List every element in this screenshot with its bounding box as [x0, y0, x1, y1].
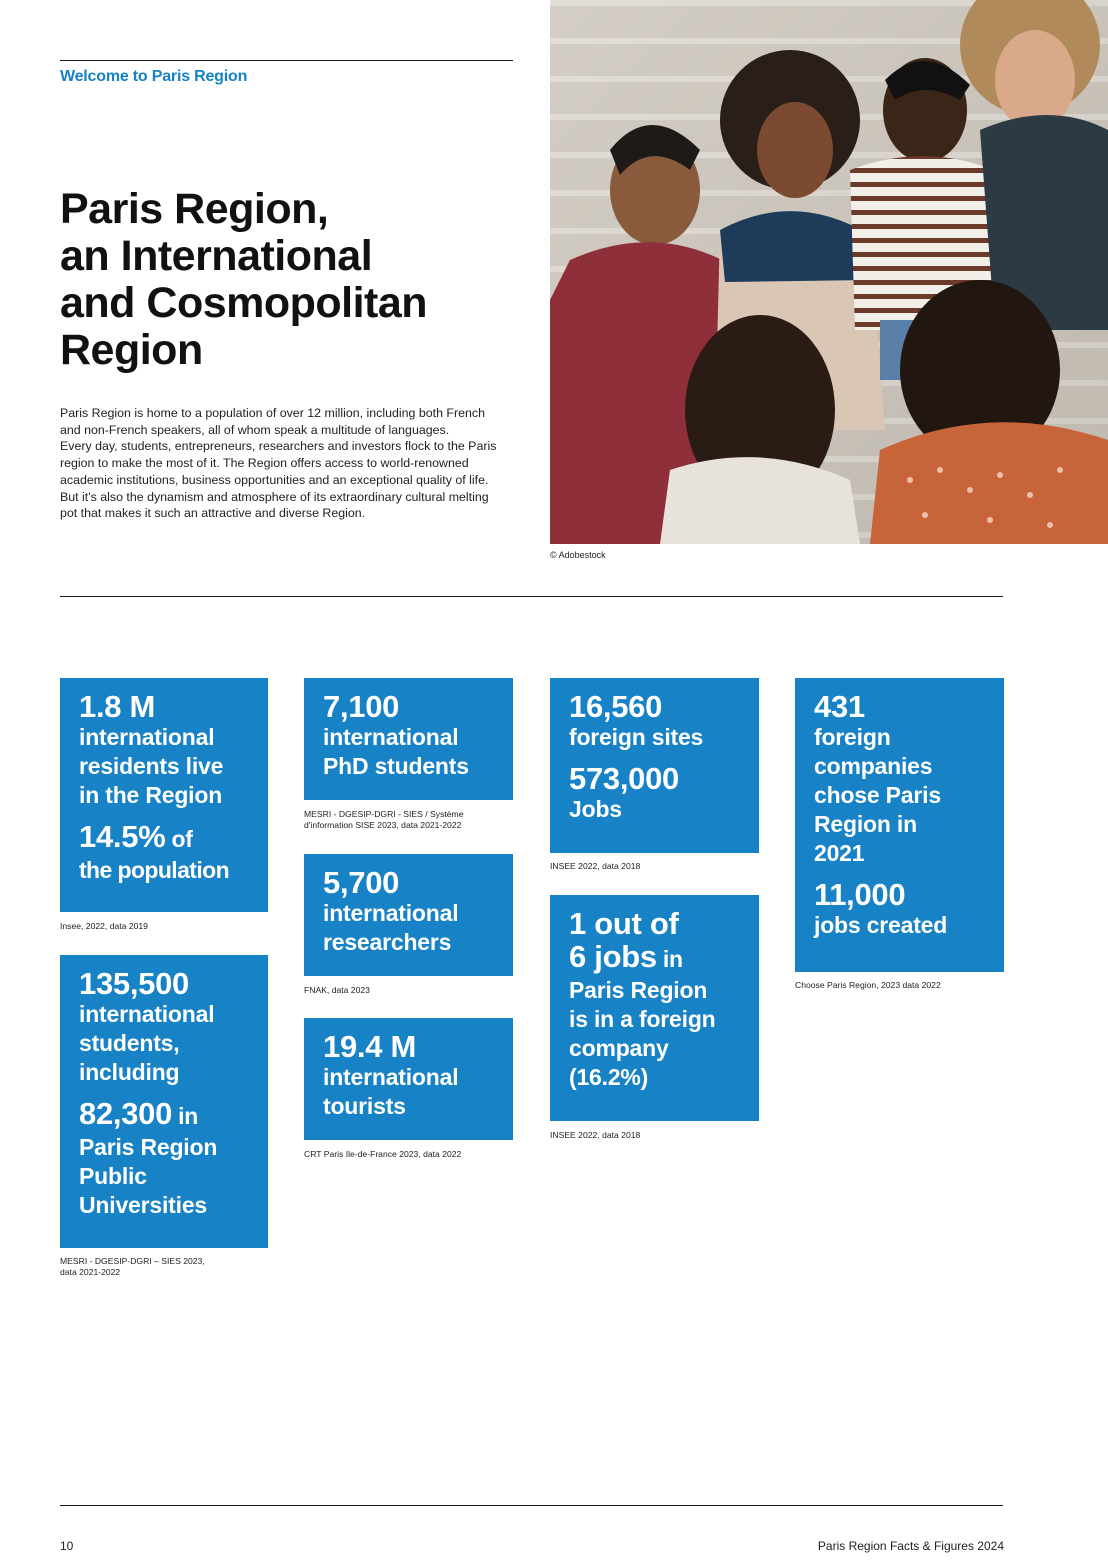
- stat-value: 5,700: [323, 865, 400, 900]
- stat-line: the population: [79, 857, 230, 883]
- stat-line: international: [323, 1064, 459, 1090]
- stat-card-foreign-sites: [550, 678, 759, 853]
- stat-line: Jobs: [569, 796, 622, 822]
- stat-line: chose Paris: [814, 782, 941, 808]
- stat-line: PhD students: [323, 753, 469, 779]
- stat-line: international: [323, 900, 459, 926]
- stat-line: 2021: [814, 840, 865, 866]
- title-line: Paris Region,: [60, 185, 329, 233]
- stat-line: company: [569, 1035, 669, 1061]
- title-line: Region: [60, 326, 203, 374]
- stat-line: foreign: [814, 724, 891, 750]
- source-note: INSEE 2022, data 2018: [550, 1130, 641, 1140]
- stat-line: Paris Region: [79, 1134, 218, 1160]
- source-note: CRT Paris Ile-de-France 2023, data 2022: [304, 1149, 462, 1159]
- stat-line: residents live: [79, 753, 224, 779]
- stat-line: students,: [79, 1030, 180, 1056]
- stat-line: international: [79, 1001, 215, 1027]
- stat-value-2: 14.5%: [79, 819, 166, 854]
- stat-card-tourists: [304, 1018, 513, 1140]
- page-title: [60, 186, 520, 374]
- stat-value: 19.4 M: [323, 1029, 416, 1064]
- source-note: FNAK, data 2023: [304, 985, 370, 995]
- intro-paragraph: Paris Region is home to a population of over 12 million, including both French and non-French speakers, all of whom speak a multitude of languages.: [60, 406, 485, 437]
- photo-credit: © Adobestock: [550, 550, 606, 560]
- source-note: INSEE 2022, data 2018: [550, 861, 641, 871]
- stat-value: 7,100: [323, 689, 400, 724]
- title-line: an International: [60, 232, 373, 280]
- source-note: Choose Paris Region, 2023 data 2022: [795, 980, 941, 990]
- stat-card-researchers: [304, 854, 513, 976]
- stat-line: Region in: [814, 811, 917, 837]
- stat-line: researchers: [323, 929, 452, 955]
- header-rule: [60, 60, 513, 61]
- stat-value: 1 out of: [569, 906, 679, 941]
- stat-line: is in a foreign: [569, 1006, 716, 1032]
- stat-line: international: [323, 724, 459, 750]
- stat-line: Universities: [79, 1192, 207, 1218]
- stat-line: international: [79, 724, 215, 750]
- intro-paragraph: Every day, students, entrepreneurs, researchers and investors flock to the Paris region to make the most of it. The Region offers access to world-renowned academic institutions, business opportunities and an exceptional quality of life. But it's also the dynamism and atmosphere of its extraordinary cultural melting pot that makes it such an attractive and diverse Region.: [60, 439, 497, 521]
- stat-card-phd: [304, 678, 513, 800]
- stat-suffix: in: [656, 946, 683, 972]
- source-note: [60, 1256, 205, 1278]
- stat-line: (16.2%): [569, 1064, 649, 1090]
- footer-rule: [60, 1505, 1003, 1506]
- stat-card-residents: [60, 678, 268, 912]
- stat-card-students: [60, 955, 268, 1248]
- stat-line: Public: [79, 1163, 147, 1189]
- stat-line: tourists: [323, 1093, 406, 1119]
- stat-line: companies: [814, 753, 933, 779]
- stat-suffix: in: [172, 1103, 198, 1129]
- stat-line: including: [79, 1059, 180, 1085]
- section-label: Welcome to Paris Region: [60, 68, 248, 85]
- stat-line: jobs created: [814, 912, 948, 938]
- stat-line: Paris Region: [569, 977, 708, 1003]
- stat-card-jobs-share: [550, 895, 759, 1121]
- stat-value-2: 82,300: [79, 1096, 173, 1131]
- people-photo-illustration: [550, 0, 1108, 544]
- section-divider: [60, 596, 1003, 597]
- stat-suffix: of: [165, 826, 193, 852]
- stat-value: 6 jobs: [569, 939, 657, 974]
- stat-value: 16,560: [569, 689, 663, 724]
- title-line: and Cosmopolitan: [60, 279, 428, 327]
- publication-title: Paris Region Facts & Figures 2024: [817, 1539, 1004, 1553]
- source-note: Insee, 2022, data 2019: [60, 921, 148, 931]
- group-photo: [550, 0, 1108, 544]
- source-line: d'information SISE 2023, data 2021-2022: [304, 820, 462, 830]
- source-line: data 2021-2022: [60, 1267, 121, 1277]
- source-line: MESRI - DGESIP-DGRI – SIES 2023,: [60, 1256, 205, 1266]
- stat-card-companies: [795, 678, 1004, 972]
- stat-value: 1.8 M: [79, 689, 156, 724]
- stat-value-2: 11,000: [814, 877, 906, 912]
- stat-value: 431: [814, 689, 865, 724]
- stat-value-2: 573,000: [569, 761, 679, 796]
- stat-line: in the Region: [79, 782, 223, 808]
- source-note: [304, 809, 464, 831]
- intro-text: [60, 405, 500, 522]
- stat-line: foreign sites: [569, 724, 704, 750]
- page-number: 10: [60, 1539, 74, 1553]
- source-line: MESRI - DGESIP-DGRI - SIES / Système: [304, 809, 464, 819]
- stat-value: 135,500: [79, 966, 189, 1001]
